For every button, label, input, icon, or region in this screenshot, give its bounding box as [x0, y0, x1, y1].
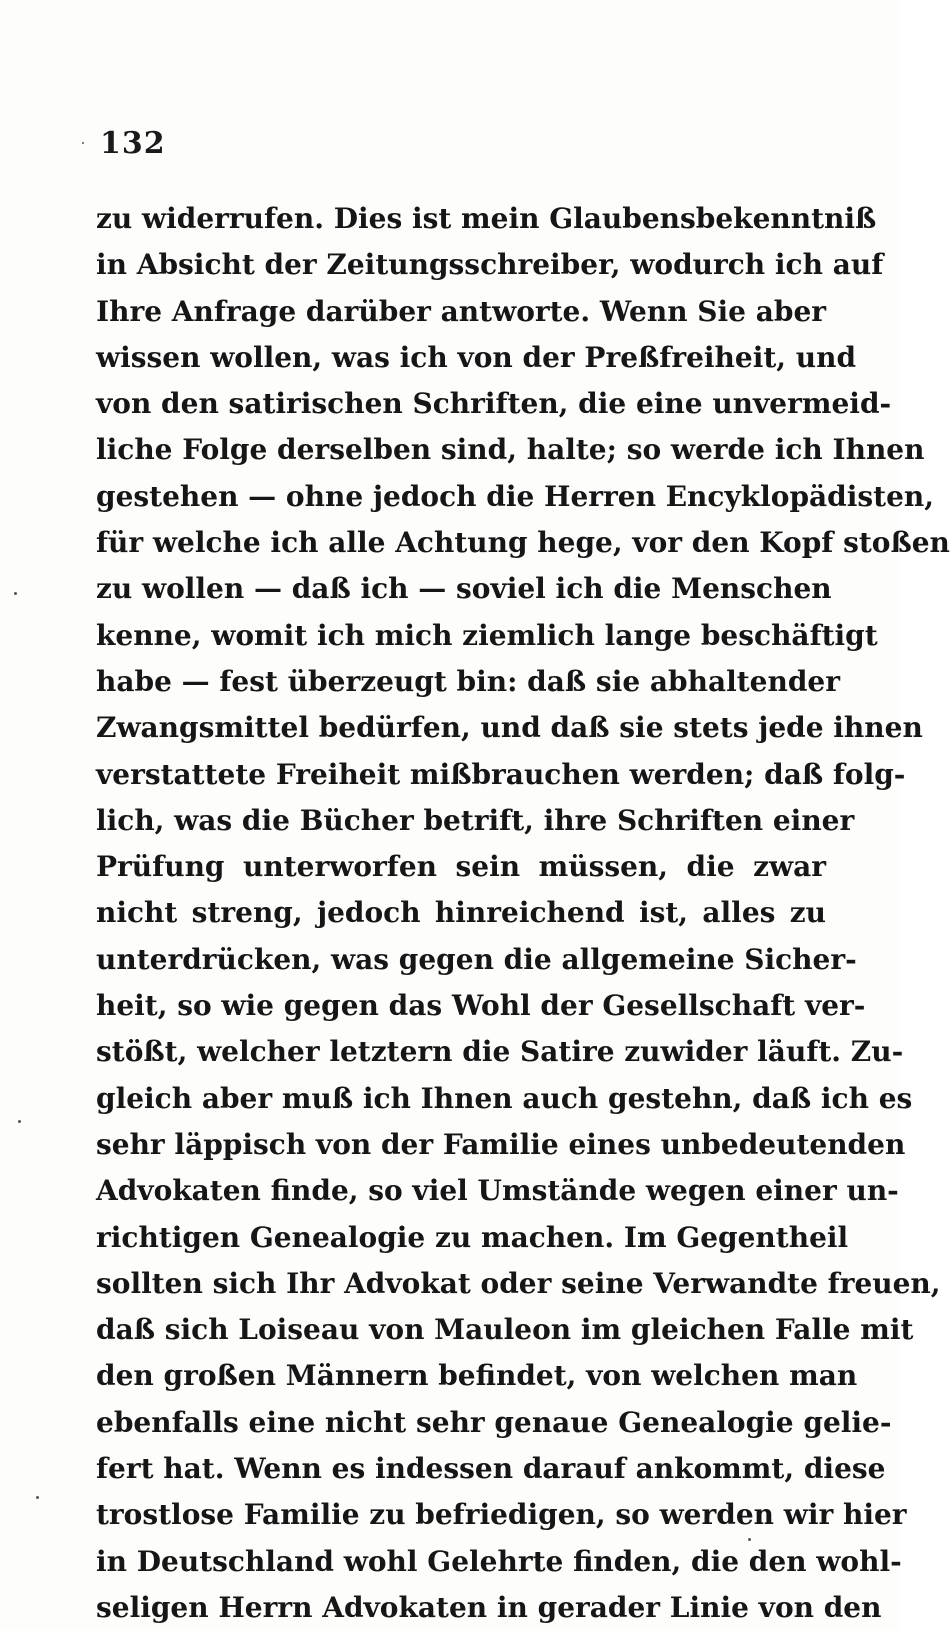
- text-line: heit, so wie gegen das Wohl der Gesellschaft ver-: [96, 989, 866, 1023]
- text-line: in Absicht der Zeitungsschreiber, wodurch ich auf: [96, 248, 884, 282]
- text-line: unterdrücken, was gegen die allgemeine Sicher-: [96, 942, 857, 976]
- text-line: lich, was die Bücher betrift, ihre Schriften einer: [96, 803, 855, 837]
- text-line: fert hat. Wenn es indessen darauf ankommt, diese: [96, 1452, 886, 1486]
- print-speck: [14, 592, 17, 595]
- text-line: richtigen Genealogie zu machen. Im Gegentheil: [96, 1220, 849, 1254]
- text-line: Ihre Anfrage darüber antworte. Wenn Sie aber: [96, 294, 827, 328]
- print-speck: [36, 1496, 39, 1499]
- text-line: nicht streng, jedoch hinreichend ist, alles zu: [96, 896, 826, 930]
- text-line: in Deutschland wohl Gelehrte finden, die den wohl-: [96, 1544, 902, 1578]
- body-text: [96, 196, 950, 1631]
- text-line: verstattete Freiheit mißbrauchen werden; daß folg-: [96, 757, 906, 791]
- text-line: kenne, womit ich mich ziemlich lange beschäftigt: [96, 618, 878, 652]
- text-line: daß sich Loiseau von Mauleon im gleichen Falle mit: [96, 1313, 914, 1347]
- text-line: seligen Herrn Advokaten in gerader Linie von den: [96, 1590, 882, 1624]
- text-line: stößt, welcher letztern die Satire zuwider läuft. Zu-: [96, 1035, 904, 1069]
- print-speck: [18, 1120, 21, 1123]
- text-line: gestehen — ohne jedoch die Herren Encyklopädisten,: [96, 479, 934, 513]
- text-line: den großen Männern befindet, von welchen man: [96, 1359, 858, 1393]
- text-line: Advokaten finde, so viel Umstände wegen einer un-: [96, 1174, 899, 1208]
- text-line: Prüfung unterworfen sein müssen, die zwar: [96, 850, 826, 884]
- text-line: zu wollen — daß ich — soviel ich die Menschen: [96, 572, 832, 606]
- page-number: 132: [100, 126, 166, 161]
- text-line: von den satirischen Schriften, die eine unvermeid-: [96, 387, 892, 421]
- print-speck: [82, 142, 84, 144]
- text-line: für welche ich alle Achtung hege, vor den Kopf stoßen: [96, 526, 950, 560]
- text-line: Zwangsmittel bedürfen, und daß sie stets jede ihnen: [96, 711, 923, 745]
- print-speck: [748, 1538, 751, 1541]
- text-line: sehr läppisch von der Familie eines unbedeutenden: [96, 1127, 906, 1161]
- text-line: liche Folge derselben sind, halte; so werde ich Ihnen: [96, 433, 925, 467]
- text-line: habe — fest überzeugt bin: daß sie abhaltender: [96, 664, 840, 698]
- text-line: zu widerrufen. Dies ist mein Glaubensbekenntniß: [96, 202, 877, 235]
- text-line: wissen wollen, was ich von der Preßfreiheit, und: [96, 340, 857, 374]
- text-line: gleich aber muß ich Ihnen auch gestehn, daß ich es: [96, 1081, 913, 1115]
- text-line: sollten sich Ihr Advokat oder seine Verwandte freuen,: [96, 1266, 941, 1300]
- text-line: trostlose Familie zu befriedigen, so werden wir hier: [96, 1498, 907, 1532]
- text-line: ebenfalls eine nicht sehr genaue Genealogie gelie-: [96, 1405, 892, 1439]
